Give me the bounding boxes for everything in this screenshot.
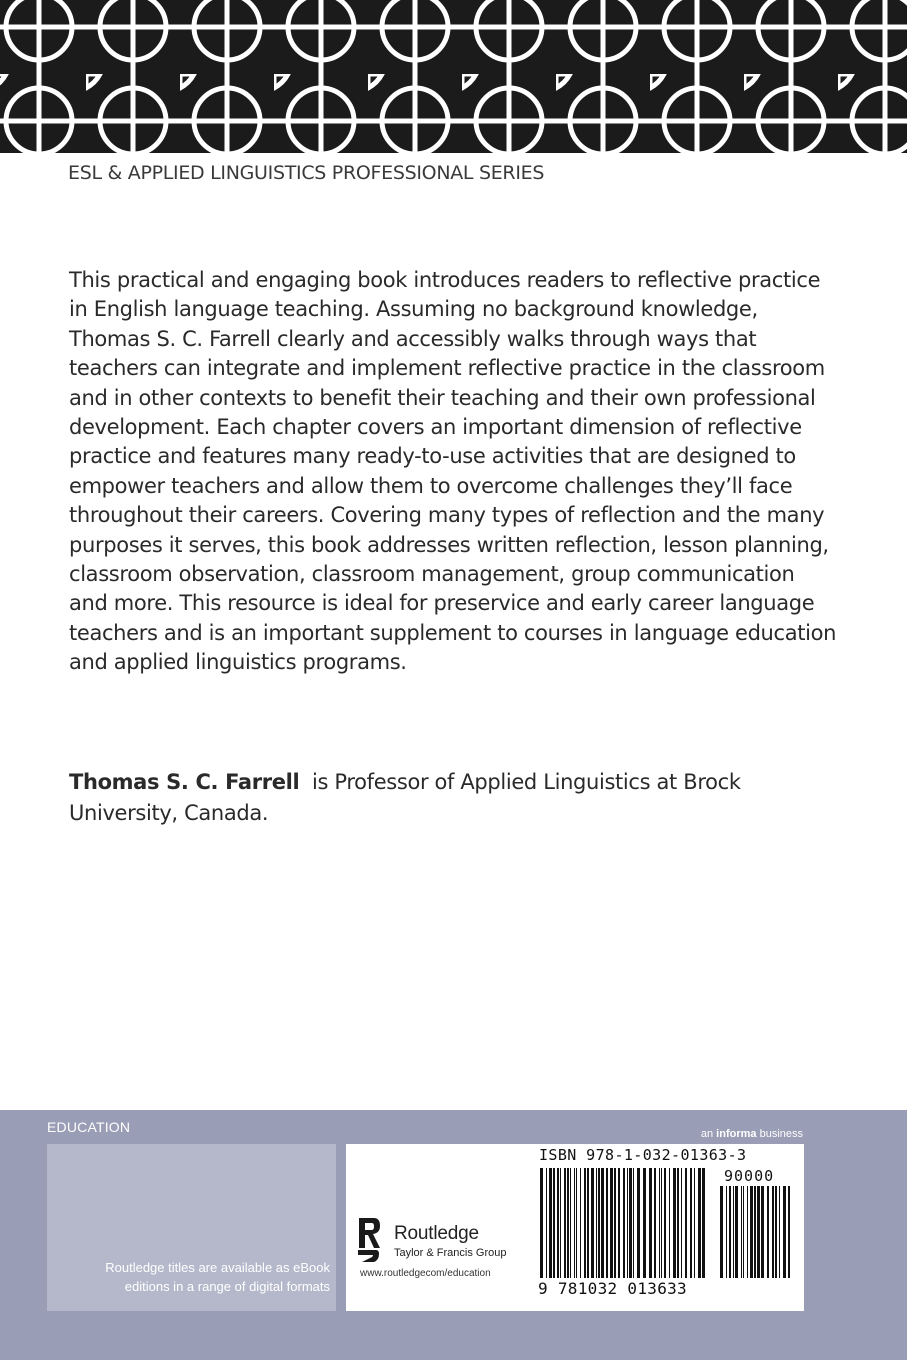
book-description: This practical and engaging book introduces readers to reflective practice in English language teaching. Assuming no background knowledge, Thomas S. C. Farrell clearly and accessibly walks through ways that teachers can integrate and implement reflective practice in the classroom and in other contexts to benefit their teaching and their own professional development. Each chapter covers an important dimension of reflective practice and features many ready-to-use activities that are designed to empower teachers and allow them to overcome challenges they’ll face throughout their careers. Covering many types of reflection and the many purposes it serves, this book addresses written reflection, lesson planning, classroom observation, classroom management, group communication and more. This resource is ideal for preservice and early career language teachers and is an important supplement to courses in language education and applied linguistics programs. (69, 268, 837, 675)
ebook-notice-box (47, 1144, 336, 1311)
author-name: Thomas S. C. Farrell (69, 770, 300, 794)
ean-number: 9 781032 013633 (538, 1279, 687, 1298)
routledge-logo-icon (356, 1216, 382, 1264)
barcode-addon-icon (720, 1186, 792, 1278)
subject-category: EDUCATION (47, 1119, 131, 1135)
author-bio-text: is Professor of Applied Linguistics at Brock University, Canada. (69, 770, 741, 825)
barcode-icon (540, 1168, 708, 1278)
isbn-text: ISBN 978-1-032-01363-3 (539, 1146, 747, 1164)
publisher-name: Routledge (394, 1223, 479, 1244)
publisher-url: www.routledgecom/education (360, 1268, 491, 1279)
informa-brand: informa (716, 1128, 757, 1140)
informa-prefix: an (700, 1128, 714, 1140)
author-bio (69, 767, 829, 829)
ebook-notice: Routledge titles are available as eBook editions in a range of digital formats (105, 1260, 330, 1294)
series-title: ESL & APPLIED LINGUISTICS PROFESSIONAL SERIES (68, 162, 545, 184)
price-code: 90000 (724, 1167, 775, 1185)
informa-suffix: business (759, 1128, 803, 1140)
header-pattern (0, 0, 907, 153)
publisher-group: Taylor & Francis Group (394, 1247, 507, 1259)
informa-tagline (701, 1128, 803, 1140)
